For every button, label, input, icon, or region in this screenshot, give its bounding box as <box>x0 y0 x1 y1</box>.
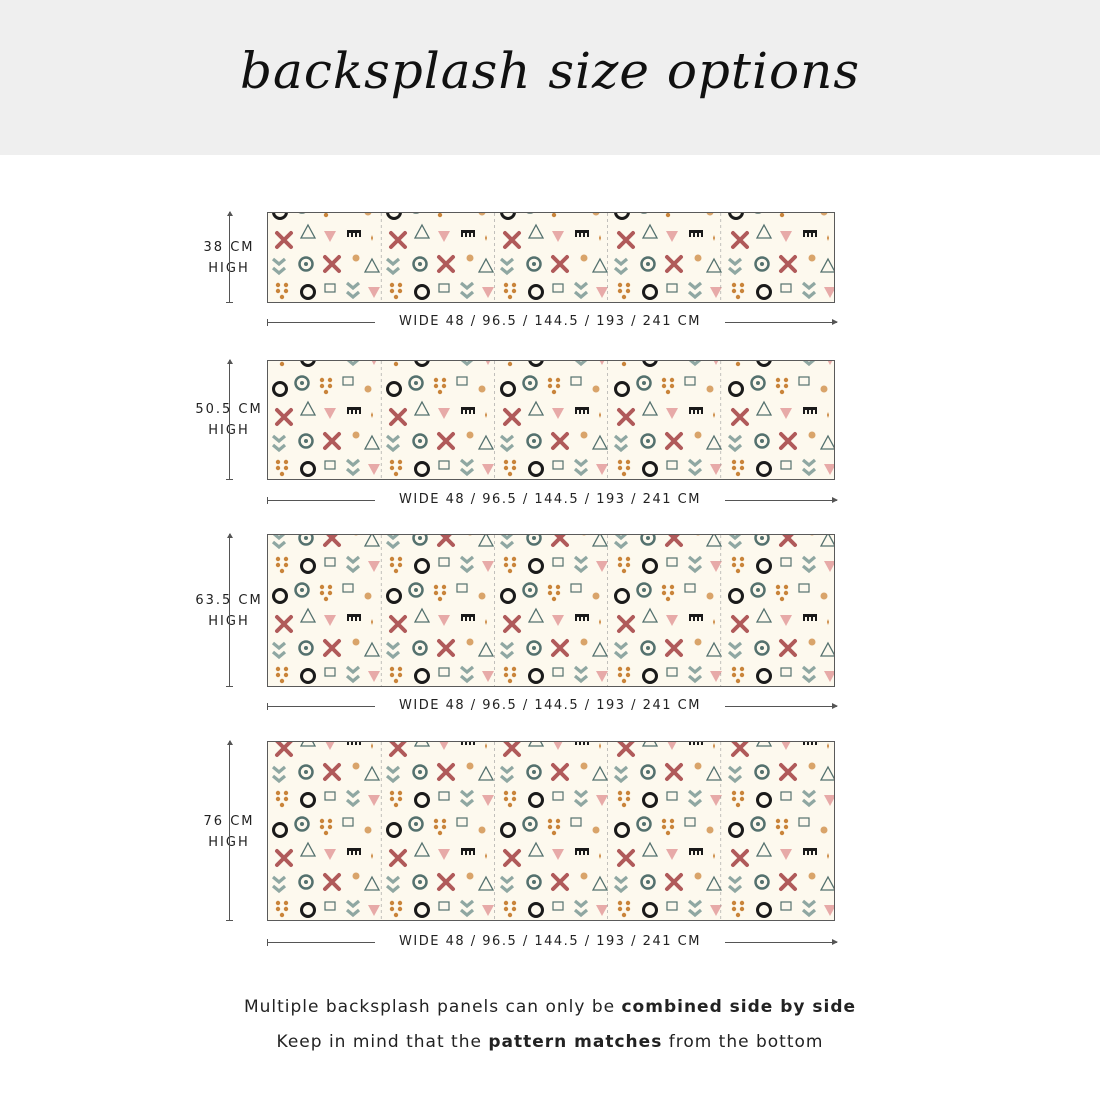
footer-note-pattern <box>0 1032 1100 1052</box>
width-arrow-left-icon <box>267 322 375 323</box>
width-label: WIDE 48 / 96.5 / 144.5 / 193 / 241 CM <box>399 934 701 949</box>
height-arrow-icon <box>229 360 230 480</box>
width-dimension <box>267 933 837 951</box>
backsplash-panel <box>267 360 835 480</box>
width-label: WIDE 48 / 96.5 / 144.5 / 193 / 241 CM <box>399 698 701 713</box>
backsplash-panel <box>267 212 835 303</box>
width-dimension <box>267 697 837 715</box>
backsplash-panel <box>267 741 835 921</box>
width-arrow-right-icon <box>725 942 837 943</box>
footer-note-emphasis: pattern matches <box>488 1032 663 1052</box>
height-arrow-icon <box>229 212 230 303</box>
footer-note-text: from the bottom <box>662 1032 824 1052</box>
pattern-graphic <box>268 361 834 479</box>
height-word: HIGH <box>208 835 250 850</box>
width-arrow-left-icon <box>267 706 375 707</box>
pattern-graphic <box>268 535 834 686</box>
width-dimension <box>267 491 837 509</box>
header-banner <box>0 0 1100 155</box>
footer-note-text: Keep in mind that the <box>276 1032 489 1052</box>
width-label: WIDE 48 / 96.5 / 144.5 / 193 / 241 CM <box>399 492 701 507</box>
footer-note-emphasis: combined side by side <box>621 997 857 1017</box>
footer-note-combine <box>0 997 1100 1017</box>
width-arrow-left-icon <box>267 500 375 501</box>
height-word: HIGH <box>208 423 250 438</box>
footer-note-text: Multiple backsplash panels can only be <box>243 997 622 1017</box>
width-arrow-left-icon <box>267 942 375 943</box>
width-arrow-right-icon <box>725 500 837 501</box>
height-value: 38 CM <box>203 240 255 255</box>
backsplash-panel <box>267 534 835 687</box>
height-value: 50.5 CM <box>195 402 263 417</box>
width-dimension <box>267 313 837 331</box>
height-value: 63.5 CM <box>195 593 263 608</box>
pattern-graphic <box>268 742 834 920</box>
height-value: 76 CM <box>203 814 255 829</box>
height-word: HIGH <box>208 261 250 276</box>
pattern-graphic <box>268 213 834 302</box>
page-title: backsplash size options <box>240 42 860 100</box>
width-arrow-right-icon <box>725 322 837 323</box>
height-arrow-icon <box>229 534 230 687</box>
height-word: HIGH <box>208 614 250 629</box>
height-arrow-icon <box>229 741 230 921</box>
width-label: WIDE 48 / 96.5 / 144.5 / 193 / 241 CM <box>399 314 701 329</box>
width-arrow-right-icon <box>725 706 837 707</box>
